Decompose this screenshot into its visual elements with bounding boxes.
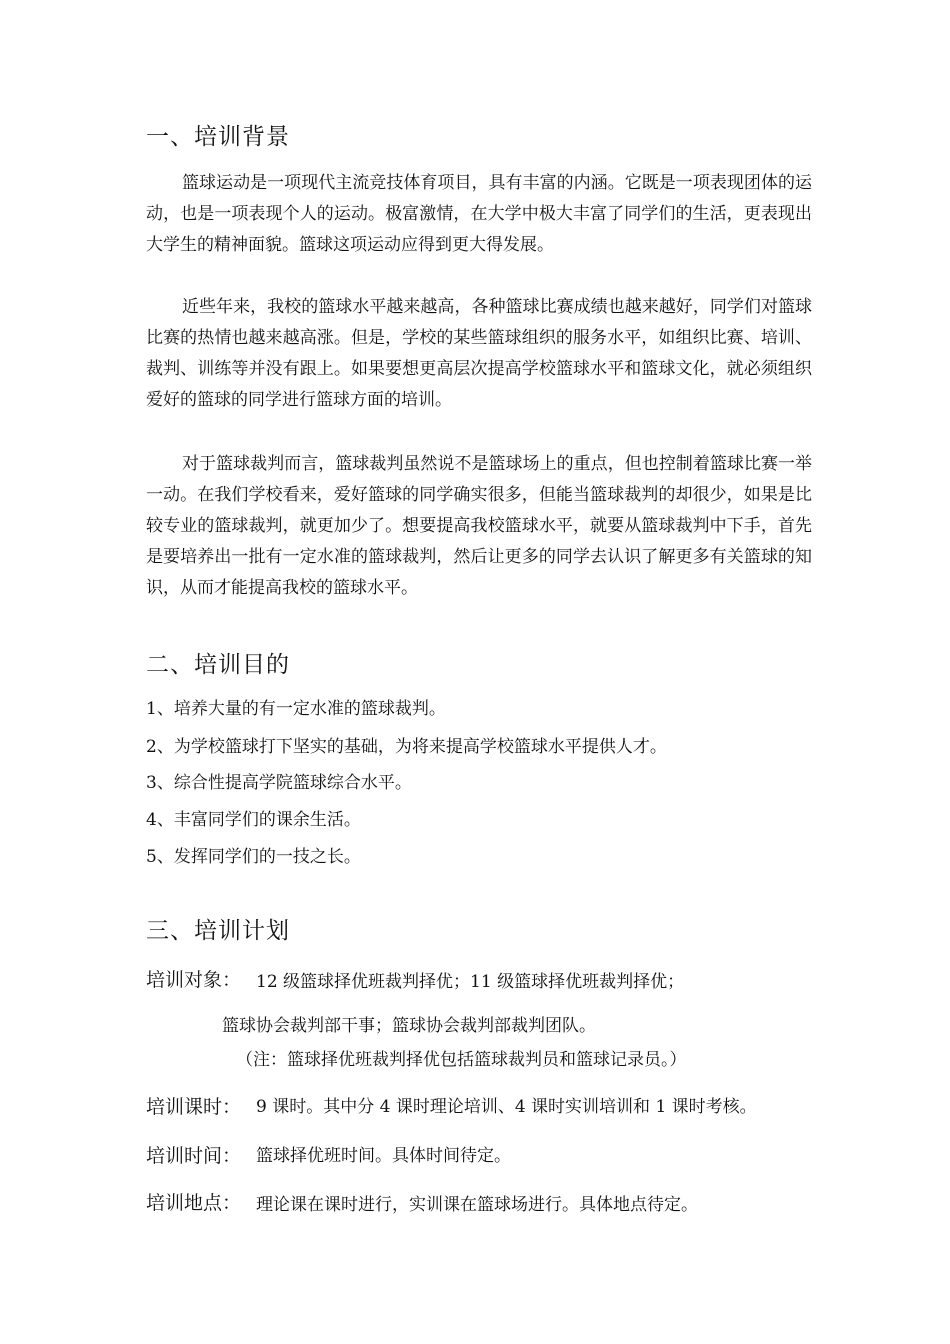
plan-target-value: 12 级篮球择优班裁判择优；11 级篮球择优班裁判择优；	[256, 972, 685, 992]
goal-item-3: 3、综合性提高学院篮球综合水平。	[146, 773, 412, 793]
plan-place-label: 培训地点：	[146, 1192, 242, 1214]
goal-item-5: 5、发挥同学们的一技之长。	[146, 847, 361, 867]
section-heading-background: 一、培训背景	[146, 124, 290, 150]
plan-hours-value: 9 课时。其中分 4 课时理论培训、4 课时实训培训和 1 课时考核。	[256, 1097, 757, 1117]
plan-time-label: 培训时间：	[146, 1145, 242, 1167]
background-paragraph-1: 篮球运动是一项现代主流竞技体育项目，具有丰富的内涵。它既是一项表现团体的运动，也是一项表现个人的运动。极富激情，在大学中极大丰富了同学们的生活，更表现出大学生的精神面貌。篮球这项运动应得到更大得发展。	[146, 173, 812, 255]
section-heading-plan: 三、培训计划	[146, 918, 290, 944]
plan-target-label: 培训对象：	[146, 969, 242, 991]
plan-place-value: 理论课在课时进行，实训课在篮球场进行。具体地点待定。	[256, 1195, 698, 1215]
plan-target-note: （注：篮球择优班裁判择优包括篮球裁判员和篮球记录员。）	[236, 1050, 687, 1070]
goal-item-4: 4、丰富同学们的课余生活。	[146, 810, 361, 830]
goal-item-1: 1、培养大量的有一定水准的篮球裁判。	[146, 699, 446, 719]
background-paragraph-3: 对于篮球裁判而言，篮球裁判虽然说不是篮球场上的重点，但也控制着篮球比赛一举一动。在我们学校看来，爱好篮球的同学确实很多，但能当篮球裁判的却很少，如果是比较专业的篮球裁判，就更加少了。想要提高我校篮球水平，就要从篮球裁判中下手，首先是要培养出一批有一定水准的篮球裁判，然后让更多的同学去认识了解更多有关篮球的知识，从而才能提高我校的篮球水平。	[146, 454, 812, 598]
goal-item-2: 2、为学校篮球打下坚实的基础，为将来提高学校篮球水平提供人才。	[146, 737, 667, 757]
section-heading-goals: 二、培训目的	[146, 652, 290, 678]
background-paragraph-2: 近些年来，我校的篮球水平越来越高，各种篮球比赛成绩也越来越好，同学们对篮球比赛的热情也越来越高涨。但是，学校的某些篮球组织的服务水平，如组织比赛、培训、裁判、训练等并没有跟上。如果要想更高层次提高学校篮球水平和篮球文化，就必须组织爱好的篮球的同学进行篮球方面的培训。	[146, 297, 812, 410]
plan-hours-label: 培训课时：	[146, 1096, 242, 1118]
plan-time-value: 篮球择优班时间。具体时间待定。	[256, 1146, 511, 1166]
plan-target-line2: 篮球协会裁判部干事；篮球协会裁判部裁判团队。	[222, 1016, 596, 1036]
